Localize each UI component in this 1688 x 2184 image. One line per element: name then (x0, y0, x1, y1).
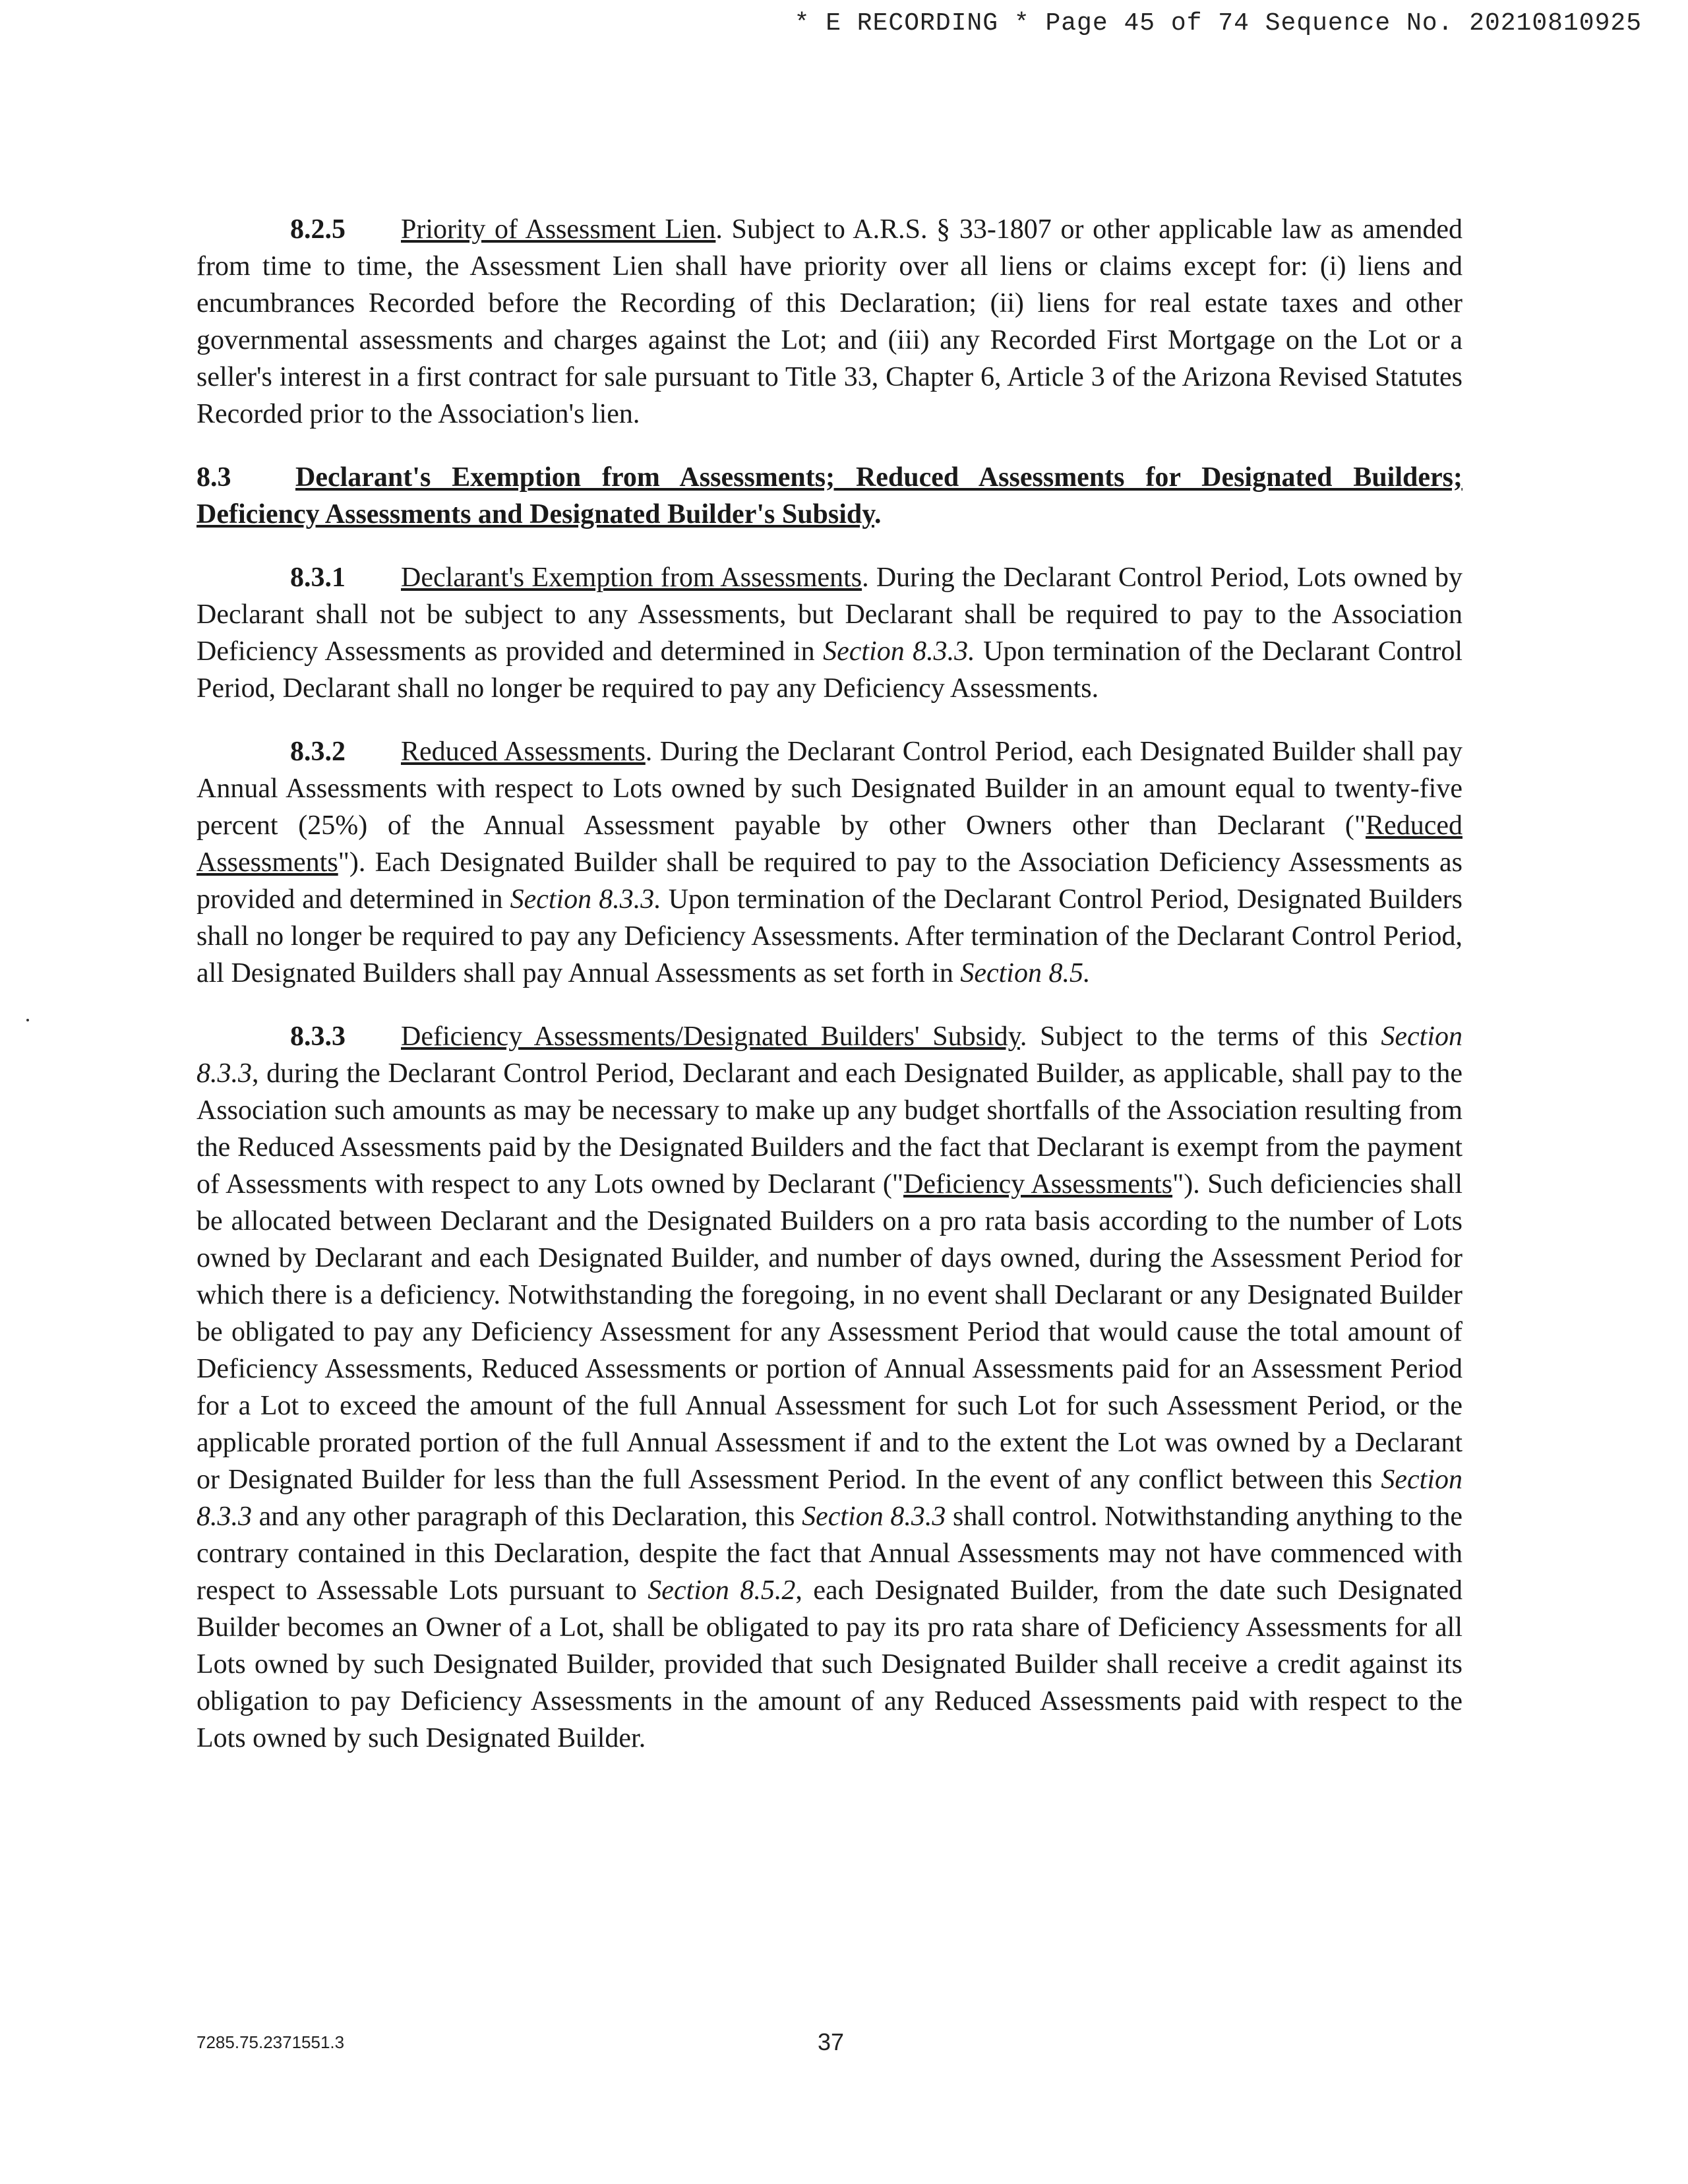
footer-page-number: 37 (818, 2028, 845, 2055)
section-text: , each Designated Builder, from the date such Designated Builder becomes an Owner of a Lot, shall be obligated to pay its pro rata share of Deficiency Assessments for all Lots owned by such Designated Builder, provided that such Designated Builder shall receive a credit against its obligation to pay Deficiency Assessments in the amount of any Reduced Assessments paid with respect to the Lots owned by such Designated Builder. (196, 1575, 1462, 1753)
section-title: Priority of Assessment Lien (401, 214, 716, 245)
section-8-3-2 (196, 733, 1462, 992)
section-text: Upon termination of the Declarant Control Period, Declarant shall no longer be required to pay any Deficiency Assessments. (196, 636, 1463, 704)
section-number: 8.2.5 (290, 214, 346, 245)
section-8-2-5 (196, 211, 1462, 433)
section-text: . During the Declarant Control Period, each Designated Builder shall pay Annual Assessments with respect to Lots owned by such Designated Builder in an amount equal to twenty-five percent (25%) of the Annual Assessment payable by other Owners other than Declarant (" (196, 737, 1463, 841)
section-text: , during the Declarant Control Period, Declarant and each Designated Builder, as applicable, shall pay to the Association such amounts as may be necessary to make up any budget shortfalls of the Association resulting from the Reduced Assessments paid by the Designated Builders and the fact that Declarant is exempt from the payment of Assessments with respect to any Lots owned by Declarant (" (196, 1058, 1462, 1199)
section-reference: Section 8.3.3 (802, 1502, 946, 1532)
section-reference: Section 8.5. (960, 958, 1091, 988)
footer-document-id: 7285.75.2371551.3 (196, 2032, 345, 2052)
document-body (196, 211, 1462, 1783)
section-number: 8.3 (196, 462, 231, 493)
defined-term: Reduced Assessments (196, 810, 1462, 878)
section-reference: Section 8.3.3. (823, 636, 975, 667)
section-text: "). Such deficiencies shall be allocated between Declarant and the Designated Builders on a pro rata basis according to the number of Lots owned by Declarant and each Designated Builder, and number of days owned, during the Assessment Period for which there is a deficiency. Notwithstanding the foregoing, in no event shall Declarant or any Designated Builder be obligated to pay any Deficiency Assessment for any Assessment Period that would cause the total amount of Deficiency Assessments, Reduced Assessments or portion of Annual Assessments paid for an Assessment Period for a Lot to exceed the amount of the full Annual Assessment for such Lot for such Assessment Period, or the applicable prorated portion of the full Annual Assessment if and to the extent the Lot was owned by a Declarant or Designated Builder for less than the full Assessment Period. In the event of any conflict between this (196, 1169, 1462, 1495)
section-text: Upon termination of the Declarant Control Period, Designated Builders shall no longer be required to pay any Deficiency Assessments. After termination of the Declarant Control Period, all Designated Builders shall pay Annual Assessments as set forth in (196, 884, 1462, 988)
section-number: 8.3.3 (290, 1021, 346, 1052)
heading-end: . (874, 499, 882, 530)
section-title: Reduced Assessments (401, 737, 646, 767)
section-title: Deficiency Assessments/Designated Builders' Subsidy (401, 1021, 1020, 1052)
margin-mark (26, 1019, 29, 1021)
section-text: . Subject to the terms of this (1019, 1021, 1381, 1052)
section-8-3-heading (196, 459, 1462, 533)
section-text: shall control. Notwithstanding anything to the contrary contained in this Declaration, despite the fact that Annual Assessments may not have commenced with respect to Assessable Lots pursuant to (196, 1502, 1462, 1606)
section-number: 8.3.1 (290, 562, 346, 593)
section-8-3-3 (196, 1018, 1462, 1757)
section-number: 8.3.2 (290, 737, 346, 767)
section-reference: Section 8.3.3 (196, 1465, 1462, 1532)
recording-header: * E RECORDING * Page 45 of 74 Sequence No. 20210810925 (794, 9, 1642, 38)
section-text: "). Each Designated Builder shall be required to pay to the Association Deficiency Assessments as provided and determined in (196, 847, 1462, 915)
section-text: and any other paragraph of this Declaration, this (252, 1502, 802, 1532)
section-title: Declarant's Exemption from Assessments (401, 562, 862, 593)
section-text: . Subject to A.R.S. § 33-1807 or other applicable law as amended from time to time, the Assessment Lien shall have priority over all liens or claims except for: (i) liens and encumbrances Recorded before the Recording of this Declaration; (ii) liens for real estate taxes and other governmental assessments and charges against the Lot; and (iii) any Recorded First Mortgage on the Lot or a seller's interest in a first contract for sale pursuant to Title 33, Chapter 6, Article 3 of the Arizona Revised Statutes Recorded prior to the Association's lien. (196, 214, 1462, 429)
section-text: . During the Declarant Control Period, Lots owned by Declarant shall not be subject to any Assessments, but Declarant shall be required to pay to the Association Deficiency Assessments as provided and determined in (196, 562, 1462, 667)
defined-term: Deficiency Assessments (903, 1169, 1173, 1199)
section-reference: Section 8.3.3. (510, 884, 661, 915)
section-title: Declarant's Exemption from Assessments; Reduced Assessments for Designated Builders; Deficiency Assessments and Designated Builder's Subsidy (196, 462, 1462, 530)
section-reference: Section 8.5.2 (648, 1575, 796, 1606)
section-8-3-1 (196, 559, 1462, 707)
section-reference: Section 8.3.3 (196, 1021, 1462, 1089)
